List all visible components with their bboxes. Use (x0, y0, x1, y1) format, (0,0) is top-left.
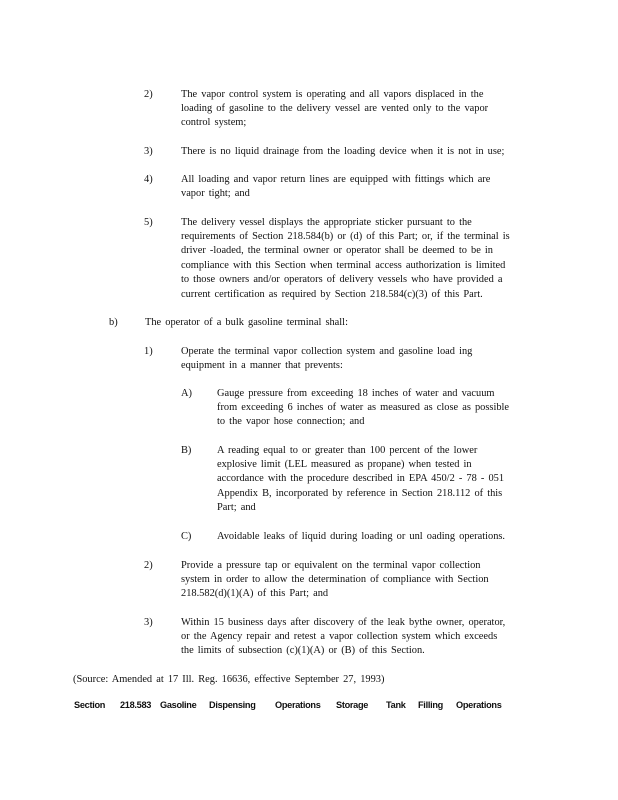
item-text-line: The delivery vessel displays the appropriate sticker pursuant to the (181, 217, 472, 228)
item-label: 1) (144, 346, 153, 357)
item-text-line: to those owners and/or operators of delivery vessels who have provided a (181, 274, 503, 285)
item-text-line: compliance with this Section when terminal access authorization is limited (181, 260, 506, 271)
item-text-line: vapor tight; and (181, 188, 250, 199)
item-text-line: control system; (181, 117, 247, 128)
subitem-text-line: to the vapor hose connection; and (217, 416, 365, 427)
subitem-text-line: Avoidable leaks of liquid during loading or unl oading operations. (217, 531, 506, 542)
item-text-line: requirements of Section 218.584(b) or (d) of this Part; or, if the terminal is (181, 231, 510, 242)
section-heading-word: Dispensing (209, 700, 256, 710)
section-heading-word: 218.583 (120, 700, 152, 710)
subitem-label: B) (181, 445, 192, 456)
section-heading-word: Section (74, 700, 106, 710)
section-heading-word: Operations (275, 700, 321, 710)
subitem-text-line: A reading equal to or greater than 100 percent of the lower (217, 445, 478, 456)
item-text-line: loading of gasoline to the delivery vessel are vented only to the vapor (181, 103, 489, 114)
item-text-line: 218.582(d)(1)(A) of this Part; and (181, 588, 329, 599)
section-heading-word: Operations (456, 700, 502, 710)
item-text-line: All loading and vapor return lines are equipped with fittings which are (181, 174, 491, 185)
subitem-text-line: explosive limit (LEL measured as propane) when tested in (217, 459, 472, 470)
section-heading-word: Filling (418, 700, 443, 710)
section-heading (74, 700, 502, 710)
item-text-line: driver -loaded, the terminal owner or operator shall be deemed to be in (181, 245, 494, 256)
section-heading-word: Gasoline (160, 700, 197, 710)
item-text-line: The vapor control system is operating and all vapors displaced in the (181, 89, 484, 100)
section-heading-word: Storage (336, 700, 369, 710)
section-heading-word: Tank (386, 700, 406, 710)
subsection-label: b) (109, 317, 118, 328)
item-text-line: There is no liquid drainage from the loading device when it is not in use; (181, 146, 505, 157)
item-label: 3) (144, 146, 153, 157)
item-text-line: Provide a pressure tap or equivalent on the terminal vapor collection (181, 560, 481, 571)
subitem-text-line: accordance with the procedure described in EPA 450/2 - 78 - 051 (217, 473, 505, 484)
item-text-line: system in order to allow the determination of compliance with Section (181, 574, 489, 585)
subitem-text-line: Gauge pressure from exceeding 18 inches of water and vacuum (217, 388, 495, 399)
item-label: 2) (144, 89, 153, 100)
item-label: 5) (144, 217, 153, 228)
item-label: 4) (144, 174, 153, 185)
item-text-line: current certification as required by Section 218.584(c)(3) of this Part. (181, 289, 483, 300)
subitem-label: A) (181, 388, 192, 399)
subsection-text-line: The operator of a bulk gasoline terminal shall: (145, 317, 348, 328)
item-label: 3) (144, 617, 153, 628)
subitem-label: C) (181, 531, 192, 542)
subitem-text-line: Part; and (217, 502, 256, 513)
item-text-line: equipment in a manner that prevents: (181, 360, 343, 371)
item-text-line: or the Agency repair and retest a vapor collection system which exceeds (181, 631, 498, 642)
item-text-line: Operate the terminal vapor collection system and gasoline load ing (181, 346, 473, 357)
item-text-line: the limits of subsection (c)(1)(A) or (B) of this Section. (181, 645, 425, 656)
source-note: (Source: Amended at 17 Ill. Reg. 16636, effective September 27, 1993) (73, 674, 385, 685)
item-label: 2) (144, 560, 153, 571)
subitem-text-line: from exceeding 6 inches of water as measured as close as possible (217, 402, 510, 413)
item-text-line: Within 15 business days after discovery of the leak bythe owner, operator, (181, 617, 506, 628)
subitem-text-line: Appendix B, incorporated by reference in Section 218.112 of this (217, 488, 503, 499)
